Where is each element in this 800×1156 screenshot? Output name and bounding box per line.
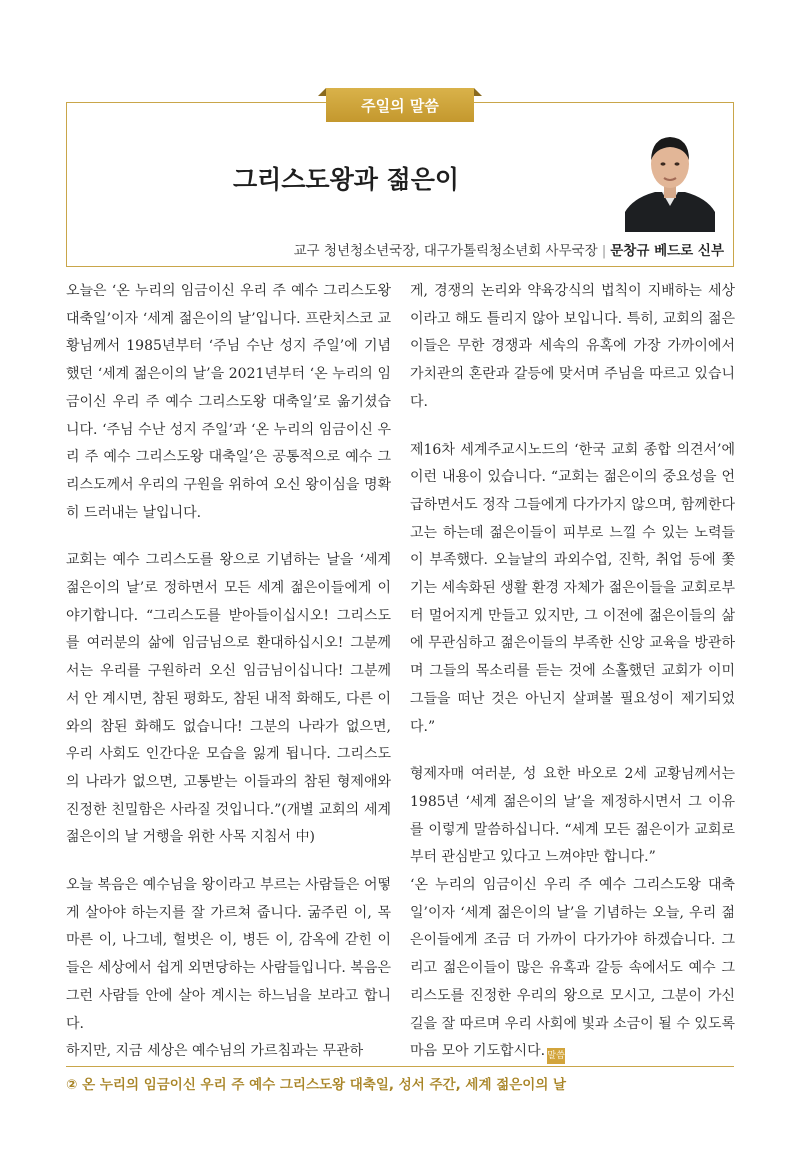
author-role: 교구 청년청소년국장, 대구가톨릭청소년회 사무국장: [293, 243, 598, 259]
author-portrait-image: [625, 120, 715, 232]
author-line: [294, 239, 724, 259]
body-column-left: [66, 278, 391, 1066]
page-footer: ② 온 누리의 임금이신 우리 주 예수 그리스도왕 대축일, 성서 주간, 세계 젊은이의 날: [66, 1077, 567, 1093]
paragraph: 제16차 세계주교시노드의 ‘한국 교회 종합 의견서’에 이런 내용이 있습니다. “교회는 젊은이의 중요성을 언급하면서도 정작 그들에게 다가가지 않으며, 함께한다고는 하는데 젊은이들이 피부로 느낄 수 있는 노력들이 부족했다. 오늘날의 과외수업, 진학, 취업 등에 쫓기는 세속화된 생활 환경 자체가 젊은이들을 교회로부터 멀어지게 만들고 있지만, 그 이전에 젊은이들의 삶에 무관심하고 젊은이들의 부족한 신앙 교육을 방관하며 그들의 목소리를 듣는 것에 소홀했던 교회가 이미 그들을 떠난 것은 아닌지 살펴볼 필요성이 제기되었다.”: [410, 441, 735, 735]
closing-paragraph-text: ‘온 누리의 임금이신 우리 주 예수 그리스도왕 대축일’이자 ‘세계 젊은이의 날’을 기념하는 오늘, 우리 젊은이들에게 조금 더 가까이 다가가야 하겠습니다. 그리고 젊은이들이 많은 유혹과 갈등 속에서도 예수 그리스도를 진정한 우리의 왕으로 모시고, 그분이 가신 길을 잘 따르며 우리 사회에 빛과 소금이 될 수 있도록 마음 모아 기도합시다.: [410, 877, 735, 1060]
paragraph: 오늘은 ‘온 누리의 임금이신 우리 주 예수 그리스도왕 대축일’이자 ‘세계 젊은이의 날’입니다. 프란치스코 교황님께서 1985년부터 ‘주님 수난 성지 주일’에 기념했던 ‘세계 젊은이의 날’을 2021년부터 ‘온 누리의 임금이신 우리 주 예수 그리스도왕 대축일’로 옮기셨습니다. ‘주님 수난 성지 주일’과 ‘온 누리의 임금이신 우리 주 예수 그리스도왕 대축일’은 공통적으로 예수 그리스도께서 우리의 구원을 위하여 오신 왕이심을 명확히 드러내는 날입니다.: [66, 283, 391, 521]
article-title: 그리스도왕과 젊은이: [232, 165, 460, 194]
paragraph: [410, 872, 735, 1066]
paragraph: 하지만, 지금 세상은 예수님의 가르침과는 무관하: [66, 1043, 364, 1060]
paragraph: 형제자매 여러분, 성 요한 바오로 2세 교황님께서는 1985년 ‘세계 젊은이의 날’을 제정하시면서 그 이유를 이렇게 말씀하십니다. “세계 모든 젊은이가 교회로부터 관심받고 있다고 느껴야만 합니다.”: [410, 766, 735, 866]
author-separator: |: [601, 243, 607, 259]
paragraph: 오늘 복음은 예수님을 왕이라고 부르는 사람들은 어떻게 살아야 하는지를 잘 가르쳐 줍니다. 굶주린 이, 목마른 이, 나그네, 헐벗은 이, 병든 이, 감옥에 갇힌 이들은 세상에서 쉽게 외면당하는 사람들입니다. 복음은 그런 사람들 안에 살아 계시는 하느님을 보라고 합니다.: [66, 877, 391, 1032]
body-column-right: [410, 278, 735, 1066]
section-badge-label: 주일의 말씀: [326, 88, 474, 122]
author-name: 문창규 베드로 신부: [610, 243, 724, 259]
paragraph: 교회는 예수 그리스도를 왕으로 기념하는 날을 ‘세계 젊은이의 날’로 정하면서 모든 세계 젊은이들에게 이야기합니다. “그리스도를 받아들이십시오! 그리스도를 여러분의 삶에 임금님으로 환대하십시오! 그분께서는 우리를 구원하러 오신 임금님이십니다! 그분께서 안 계시면, 참된 평화도, 참된 내적 화해도, 다른 이와의 참된 화해도 없습니다! 그분의 나라가 없으면, 우리 사회도 인간다운 모습을 잃게 됩니다. 그리스도의 나라가 없으면, 고통받는 이들과의 참된 형제애와 진정한 친밀함은 사라질 것입니다.”(개별 교회의 세계 젊은이의 날 거행을 위한 사목 지침서 中): [66, 552, 391, 846]
author-photo: [625, 120, 715, 232]
footer-divider: [66, 1066, 734, 1067]
end-mark-icon: 말씀: [547, 1048, 565, 1064]
section-badge: [326, 88, 474, 122]
paragraph: 게, 경쟁의 논리와 약육강식의 법칙이 지배하는 세상이라고 해도 틀리지 않아 보입니다. 특히, 교회의 젊은이들은 무한 경쟁과 세속의 유혹에 가장 가까이에서 가치관의 혼란과 갈등에 맞서며 주님을 따르고 있습니다.: [410, 283, 735, 410]
